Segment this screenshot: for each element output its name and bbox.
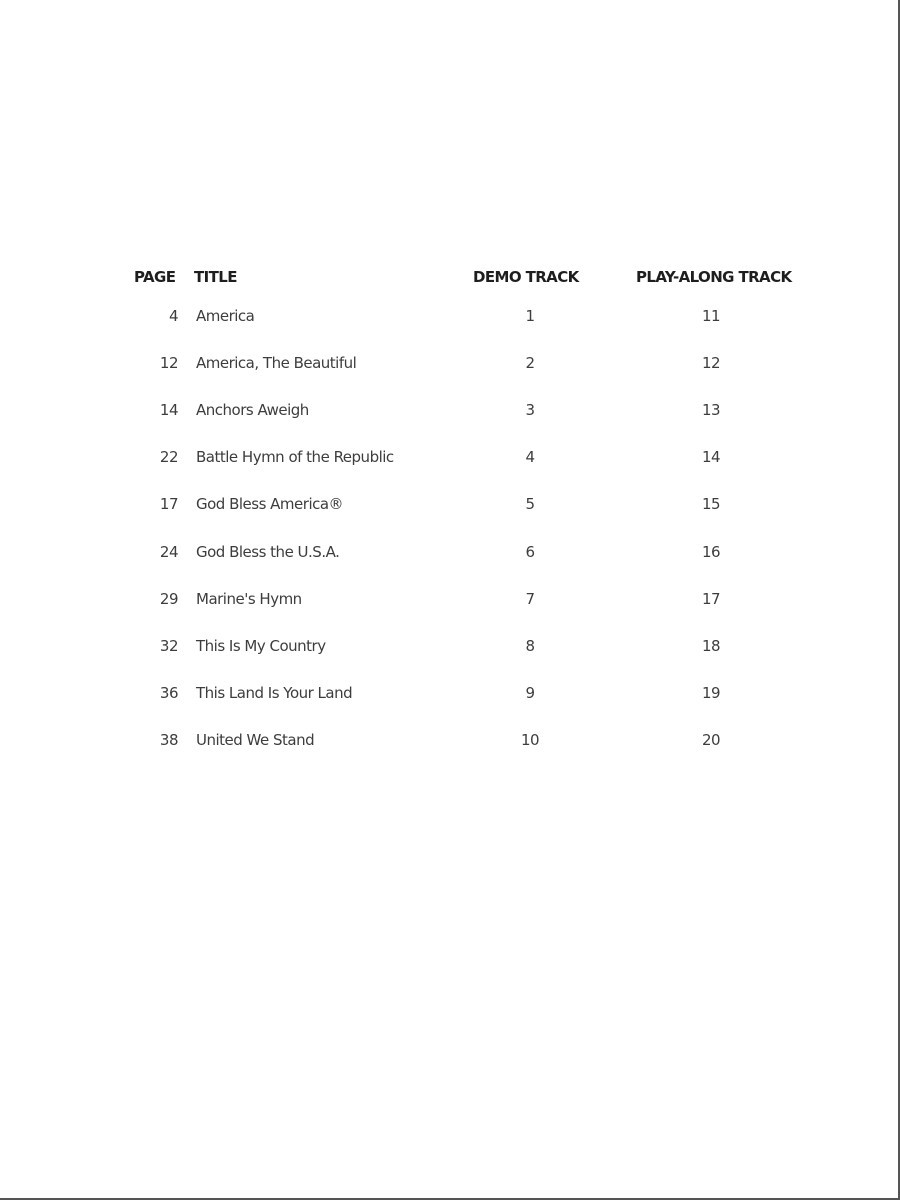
row-play-along-track: 15 [701, 495, 721, 513]
row-title: America [196, 307, 255, 325]
row-play-along-track: 17 [701, 590, 721, 608]
table-row [0, 304, 900, 328]
row-title: America, The Beautiful [196, 354, 357, 372]
row-page: 36 [159, 684, 178, 702]
row-demo-track: 7 [525, 590, 535, 608]
row-title: Marine's Hymn [196, 590, 302, 608]
row-page: 32 [159, 637, 178, 655]
row-play-along-track: 16 [701, 543, 721, 561]
row-title: God Bless the U.S.A. [196, 543, 340, 561]
row-demo-track: 4 [525, 448, 535, 466]
row-page: 12 [159, 354, 178, 372]
row-play-along-track: 20 [701, 731, 721, 749]
row-demo-track: 5 [525, 495, 535, 513]
row-demo-track: 9 [525, 684, 535, 702]
row-page: 22 [159, 448, 178, 466]
row-page: 24 [159, 543, 178, 561]
header-demo-track: DEMO TRACK [473, 268, 579, 286]
row-title: God Bless America® [196, 495, 344, 513]
row-play-along-track: 12 [701, 354, 721, 372]
row-page: 17 [159, 495, 178, 513]
row-title: This Land Is Your Land [196, 684, 353, 702]
table-row [0, 681, 900, 705]
row-demo-track: 8 [525, 637, 535, 655]
row-play-along-track: 11 [701, 307, 721, 325]
row-play-along-track: 13 [701, 401, 721, 419]
row-title: This Is My Country [196, 637, 326, 655]
table-row [0, 634, 900, 658]
row-page: 38 [159, 731, 178, 749]
row-page: 14 [159, 401, 178, 419]
row-play-along-track: 18 [701, 637, 721, 655]
table-row [0, 398, 900, 422]
row-page: 29 [159, 590, 178, 608]
row-title: United We Stand [196, 731, 315, 749]
row-demo-track: 1 [525, 307, 535, 325]
table-header [0, 265, 900, 289]
row-play-along-track: 19 [701, 684, 721, 702]
row-demo-track: 10 [520, 731, 540, 749]
header-title: TITLE [194, 268, 237, 286]
row-title: Battle Hymn of the Republic [196, 448, 394, 466]
row-title: Anchors Aweigh [196, 401, 309, 419]
table-row [0, 540, 900, 564]
row-page: 4 [168, 307, 178, 325]
table-row [0, 351, 900, 375]
table-row [0, 587, 900, 611]
table-row [0, 445, 900, 469]
row-demo-track: 3 [525, 401, 535, 419]
row-demo-track: 6 [525, 543, 535, 561]
row-demo-track: 2 [525, 354, 535, 372]
header-play-along-track: PLAY-ALONG TRACK [636, 268, 792, 286]
header-page: PAGE [134, 268, 176, 286]
table-row [0, 492, 900, 516]
table-row [0, 728, 900, 752]
row-play-along-track: 14 [701, 448, 721, 466]
